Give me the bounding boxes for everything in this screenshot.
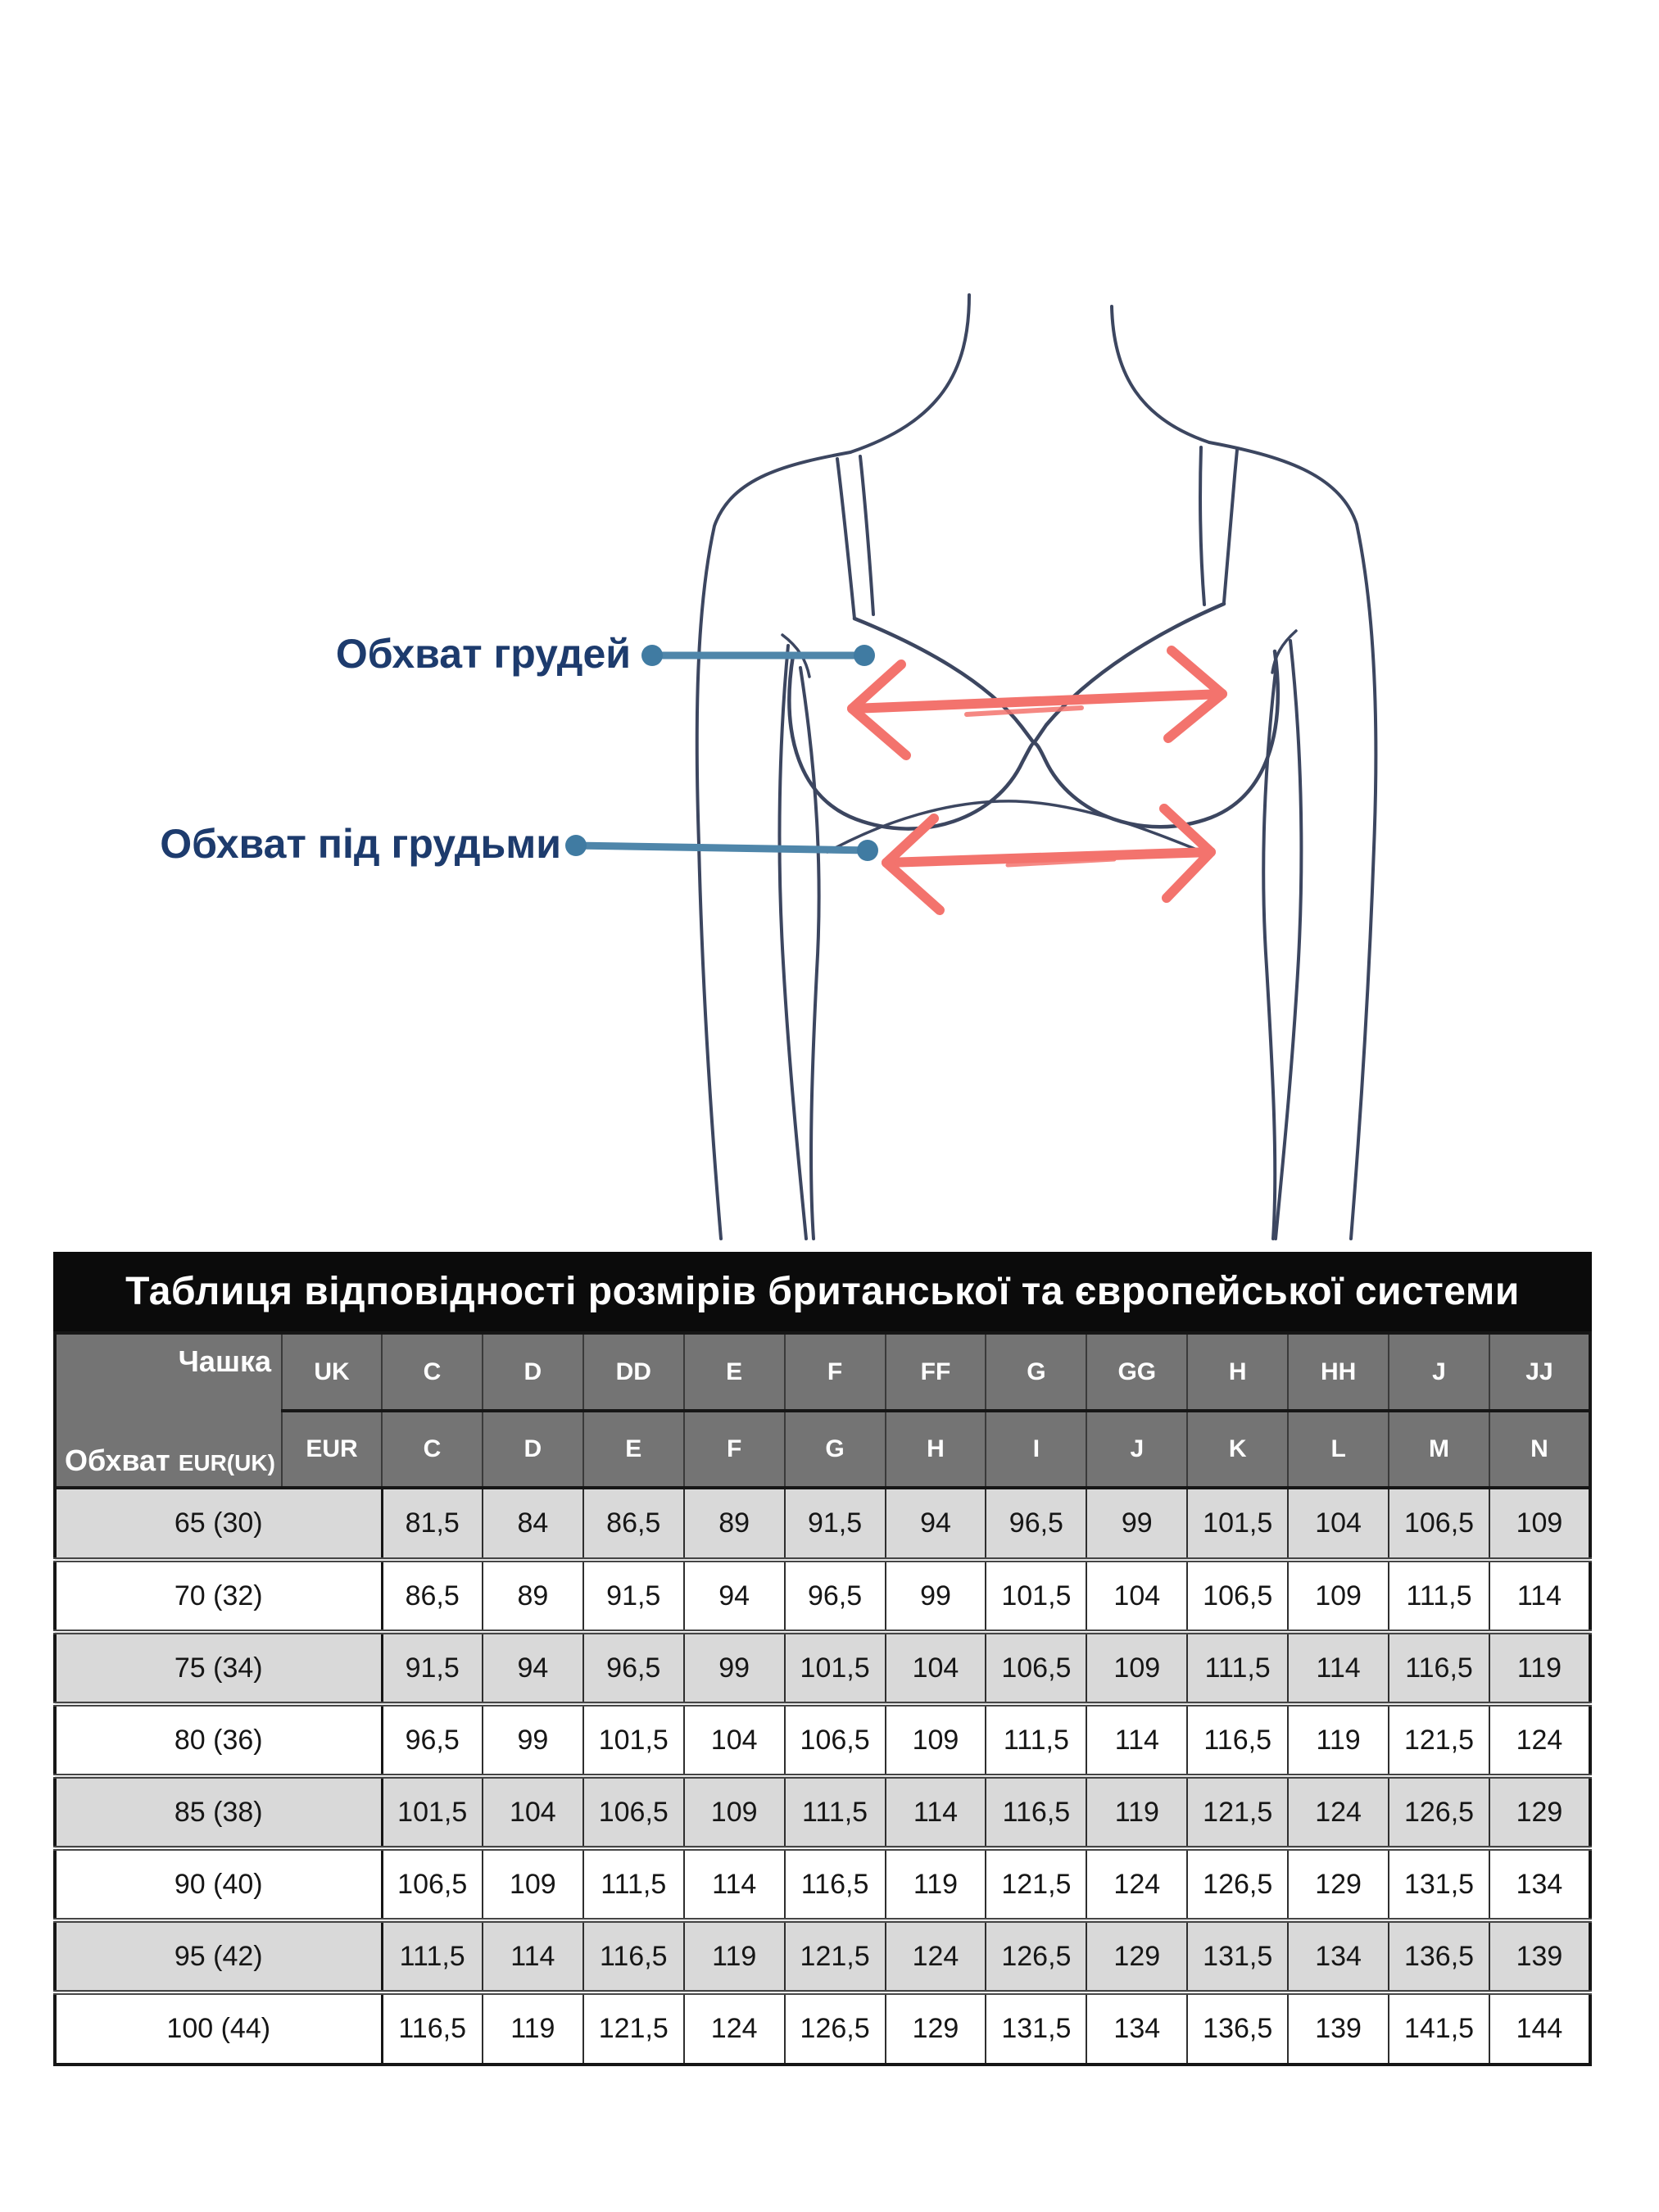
size-cell: 119 <box>684 1920 785 1992</box>
table-row <box>55 1704 1590 1776</box>
bra-strap-right <box>1200 447 1237 605</box>
size-cell: 114 <box>886 1776 986 1848</box>
neck-line-left <box>850 295 969 452</box>
bust-pointer-dot-left <box>641 645 663 666</box>
size-cell: 111,5 <box>785 1776 886 1848</box>
cup-header-uk: G <box>986 1333 1086 1411</box>
cup-header-uk: FF <box>886 1333 986 1411</box>
size-cell: 94 <box>684 1560 785 1632</box>
size-cell: 111,5 <box>382 1920 483 1992</box>
cup-header-eur: J <box>1086 1411 1187 1488</box>
cup-header-uk: E <box>684 1333 785 1411</box>
size-cell: 121,5 <box>1389 1704 1489 1776</box>
row-label: 95 (42) <box>55 1920 382 1992</box>
cup-header-uk: GG <box>1086 1333 1187 1411</box>
size-cell: 134 <box>1288 1920 1389 1992</box>
cup-header-uk: J <box>1389 1333 1489 1411</box>
underbust-label: Обхват під грудьми <box>160 821 561 867</box>
size-cell: 126,5 <box>785 1992 886 2065</box>
size-cell: 136,5 <box>1187 1992 1288 2065</box>
size-cell: 106,5 <box>382 1848 483 1920</box>
size-cell: 109 <box>1086 1632 1187 1704</box>
row-label: 65 (30) <box>55 1488 382 1560</box>
table-row <box>55 1488 1590 1560</box>
size-cell: 116,5 <box>1389 1632 1489 1704</box>
size-table <box>53 1331 1592 2066</box>
cup-header-eur: G <box>785 1411 886 1488</box>
size-cell: 116,5 <box>382 1992 483 2065</box>
row-label: 70 (32) <box>55 1560 382 1632</box>
size-cell: 96,5 <box>986 1488 1086 1560</box>
size-cell: 126,5 <box>1389 1776 1489 1848</box>
size-cell: 114 <box>483 1920 583 1992</box>
size-cell: 84 <box>483 1488 583 1560</box>
corner-cell <box>55 1333 282 1488</box>
size-cell: 114 <box>1489 1560 1590 1632</box>
size-cell: 99 <box>483 1704 583 1776</box>
size-cell: 131,5 <box>1389 1848 1489 1920</box>
row-label: 80 (36) <box>55 1704 382 1776</box>
size-cell: 109 <box>684 1776 785 1848</box>
size-cell: 104 <box>886 1632 986 1704</box>
table-row <box>55 1920 1590 1992</box>
bust-pointer-dot-right <box>854 645 875 666</box>
size-cell: 124 <box>1086 1848 1187 1920</box>
size-cell: 101,5 <box>1187 1488 1288 1560</box>
cup-header-eur: D <box>483 1411 583 1488</box>
size-cell: 114 <box>1288 1632 1389 1704</box>
size-cell: 134 <box>1086 1992 1187 2065</box>
eur-header-row <box>55 1411 1590 1488</box>
cup-header-uk: H <box>1187 1333 1288 1411</box>
cup-header-uk: D <box>483 1333 583 1411</box>
cup-header-uk: JJ <box>1489 1333 1590 1411</box>
size-cell: 119 <box>1489 1632 1590 1704</box>
cup-header-eur: I <box>986 1411 1086 1488</box>
eur-system-label: EUR <box>282 1411 382 1488</box>
size-cell: 116,5 <box>986 1776 1086 1848</box>
underbust-pointer-dot-left <box>565 835 587 856</box>
size-cell: 131,5 <box>986 1992 1086 2065</box>
size-cell: 89 <box>684 1488 785 1560</box>
size-cell: 86,5 <box>382 1560 483 1632</box>
table-row <box>55 1848 1590 1920</box>
cup-header-eur: L <box>1288 1411 1389 1488</box>
size-cell: 106,5 <box>986 1632 1086 1704</box>
size-cell: 129 <box>1086 1920 1187 1992</box>
size-cell: 121,5 <box>986 1848 1086 1920</box>
size-cell: 96,5 <box>785 1560 886 1632</box>
cup-header-eur: E <box>583 1411 684 1488</box>
size-cell: 94 <box>483 1632 583 1704</box>
size-cell: 89 <box>483 1560 583 1632</box>
uk-header-row <box>55 1333 1590 1411</box>
table-title: Таблиця відповідності розмірів британської та європейської системи <box>53 1252 1592 1331</box>
size-cell: 96,5 <box>382 1704 483 1776</box>
size-cell: 91,5 <box>785 1488 886 1560</box>
size-cell: 111,5 <box>583 1848 684 1920</box>
size-cell: 136,5 <box>1389 1920 1489 1992</box>
size-cell: 144 <box>1489 1992 1590 2065</box>
torso-side-left <box>800 668 819 1239</box>
row-label: 90 (40) <box>55 1848 382 1920</box>
size-cell: 116,5 <box>583 1920 684 1992</box>
cup-header-uk: DD <box>583 1333 684 1411</box>
size-cell: 101,5 <box>382 1776 483 1848</box>
size-cell: 116,5 <box>785 1848 886 1920</box>
size-cell: 139 <box>1489 1920 1590 1992</box>
cup-header-eur: C <box>382 1411 483 1488</box>
bra-cup-right <box>1034 651 1278 827</box>
cup-header-eur: M <box>1389 1411 1489 1488</box>
table-row <box>55 1560 1590 1632</box>
inner-arm-right <box>1276 641 1301 1239</box>
measure-arrows <box>852 650 1222 910</box>
cup-corner-label: Чашка <box>178 1344 271 1378</box>
size-cell: 119 <box>886 1848 986 1920</box>
size-cell: 106,5 <box>1187 1560 1288 1632</box>
size-cell: 94 <box>886 1488 986 1560</box>
size-cell: 114 <box>1086 1704 1187 1776</box>
size-cell: 86,5 <box>583 1488 684 1560</box>
size-cell: 101,5 <box>583 1704 684 1776</box>
row-label: 100 (44) <box>55 1992 382 2065</box>
size-cell: 104 <box>483 1776 583 1848</box>
size-cell: 104 <box>1288 1488 1389 1560</box>
cup-header-eur: F <box>684 1411 785 1488</box>
table-row <box>55 1992 1590 2065</box>
row-label: 75 (34) <box>55 1632 382 1704</box>
size-cell: 99 <box>886 1560 986 1632</box>
size-cell: 129 <box>1288 1848 1389 1920</box>
size-cell: 124 <box>886 1920 986 1992</box>
cup-header-eur: N <box>1489 1411 1590 1488</box>
size-cell: 96,5 <box>583 1632 684 1704</box>
size-cell: 121,5 <box>1187 1776 1288 1848</box>
size-cell: 99 <box>1086 1488 1187 1560</box>
underbust-pointer-line <box>573 845 870 850</box>
size-cell: 104 <box>1086 1560 1187 1632</box>
size-cell: 109 <box>1288 1560 1389 1632</box>
size-cell: 119 <box>1086 1776 1187 1848</box>
size-cell: 109 <box>1489 1488 1590 1560</box>
underbust-pointer-dot-right <box>857 840 878 861</box>
size-cell: 101,5 <box>986 1560 1086 1632</box>
size-cell: 124 <box>1489 1704 1590 1776</box>
girth-corner-label: Обхват EUR(UK) <box>65 1444 275 1477</box>
size-cell: 121,5 <box>583 1992 684 2065</box>
size-cell: 134 <box>1489 1848 1590 1920</box>
cup-header-uk: F <box>785 1333 886 1411</box>
size-cell: 101,5 <box>785 1632 886 1704</box>
arm-right <box>1209 442 1376 1239</box>
torso-outline <box>697 295 1376 1239</box>
size-table-section <box>53 1252 1592 2066</box>
underbust-arrow <box>886 809 1211 910</box>
size-cell: 106,5 <box>583 1776 684 1848</box>
cup-header-eur: H <box>886 1411 986 1488</box>
size-cell: 91,5 <box>382 1632 483 1704</box>
table-row <box>55 1632 1590 1704</box>
size-cell: 111,5 <box>1389 1560 1489 1632</box>
neck-line-right <box>1112 306 1209 442</box>
size-cell: 116,5 <box>1187 1704 1288 1776</box>
size-cell: 109 <box>483 1848 583 1920</box>
size-cell: 106,5 <box>1389 1488 1489 1560</box>
size-cell: 111,5 <box>1187 1632 1288 1704</box>
cup-header-uk: HH <box>1288 1333 1389 1411</box>
size-cell: 109 <box>886 1704 986 1776</box>
uk-system-label: UK <box>282 1333 382 1411</box>
size-cell: 126,5 <box>1187 1848 1288 1920</box>
size-cell: 141,5 <box>1389 1992 1489 2065</box>
size-cell: 126,5 <box>986 1920 1086 1992</box>
size-cell: 81,5 <box>382 1488 483 1560</box>
size-cell: 99 <box>684 1632 785 1704</box>
size-cell: 119 <box>1288 1704 1389 1776</box>
size-cell: 119 <box>483 1992 583 2065</box>
size-cell: 124 <box>684 1992 785 2065</box>
cup-header-uk: C <box>382 1333 483 1411</box>
size-cell: 129 <box>1489 1776 1590 1848</box>
table-row <box>55 1776 1590 1848</box>
size-cell: 91,5 <box>583 1560 684 1632</box>
size-cell: 114 <box>684 1848 785 1920</box>
size-cell: 121,5 <box>785 1920 886 1992</box>
size-cell: 129 <box>886 1992 986 2065</box>
size-cell: 106,5 <box>785 1704 886 1776</box>
bra-strap-left <box>837 456 873 619</box>
row-label: 85 (38) <box>55 1776 382 1848</box>
size-cell: 131,5 <box>1187 1920 1288 1992</box>
size-cell: 124 <box>1288 1776 1389 1848</box>
size-cell: 111,5 <box>986 1704 1086 1776</box>
size-table-body <box>55 1488 1590 2065</box>
size-cell: 104 <box>684 1704 785 1776</box>
cup-header-eur: K <box>1187 1411 1288 1488</box>
size-cell: 139 <box>1288 1992 1389 2065</box>
bust-label: Обхват грудей <box>335 631 631 677</box>
